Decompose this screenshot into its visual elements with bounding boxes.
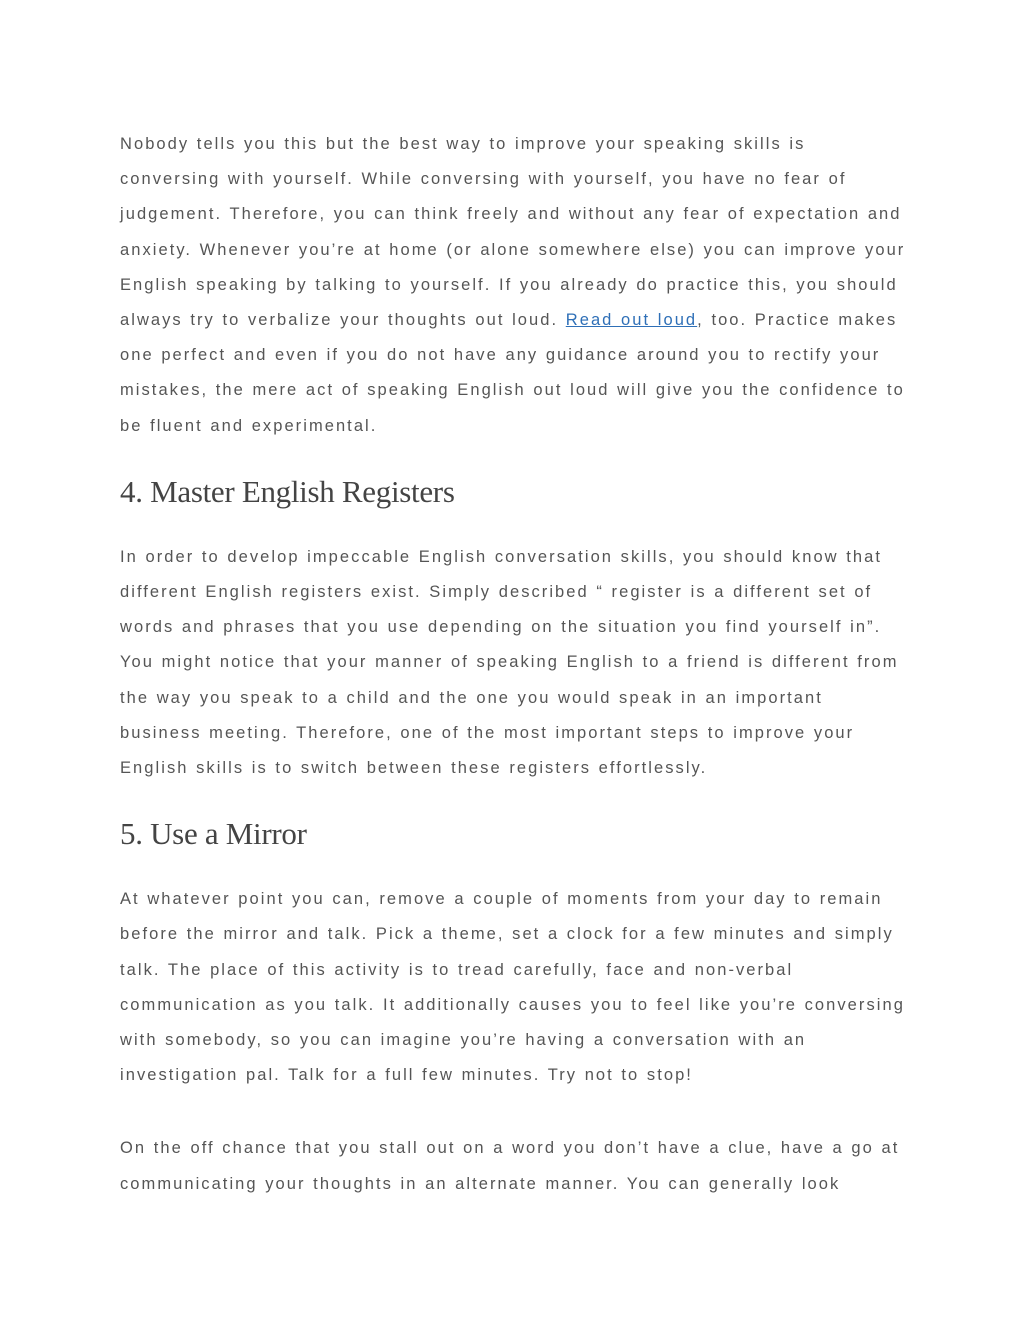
paragraph-talk-to-yourself (120, 127, 910, 444)
paragraph-text: Nobody tells you this but the best way to improve your speaking skills is conversing with yourself. While conversing with yourself, you have no fear of judgement. Therefore, you can think freely and without any fear of expectation and anxiety. Whenever you’re at home (or alone somewhere else) you can improve your English speaking by talking to yourself. If you already do practice this, you should always try to verbalize your thoughts out loud. (120, 135, 906, 330)
read-out-loud-link[interactable]: Read out loud (565, 311, 698, 330)
paragraph-registers: In order to develop impeccable English conversation skills, you should know that different English registers exist. Simply described “ register is a different set of words and phrases that you use depending on the situation you find yourself in”. You might notice that your manner of speaking English to a friend is different from the way you speak to a child and the one you would speak in an important business meeting. Therefore, one of the most important steps to improve your English skills is to switch between these registers effortlessly. (120, 547, 899, 778)
paragraph-mirror: At whatever point you can, remove a couple of moments from your day to remain before the mirror and talk. Pick a theme, set a clock for a few minutes and simply talk. The place of this activity is to tread carefully, face and non-verbal communication as you talk. It additionally causes you to feel like you’re conversing with somebody, so you can imagine you’re having a conversation with an investigation pal. Talk for a full few minutes. Try not to stop! (120, 890, 905, 1085)
section-heading-master-english-registers: 4. Master English Registers (120, 473, 455, 509)
paragraph-text: , too. Practice makes one perfect and even if you do not have any guidance around you to rectify your mistakes, the mere act of speaking English out loud will give you the confidence to be fluent and experimental. (120, 311, 905, 435)
paragraph-stall-out: On the off chance that you stall out on a word you don’t have a clue, have a go at communicating your thoughts in an alternate manner. You can generally look (120, 1139, 900, 1193)
article-body (120, 127, 910, 1202)
section-heading-use-a-mirror: 5. Use a Mirror (120, 816, 307, 852)
